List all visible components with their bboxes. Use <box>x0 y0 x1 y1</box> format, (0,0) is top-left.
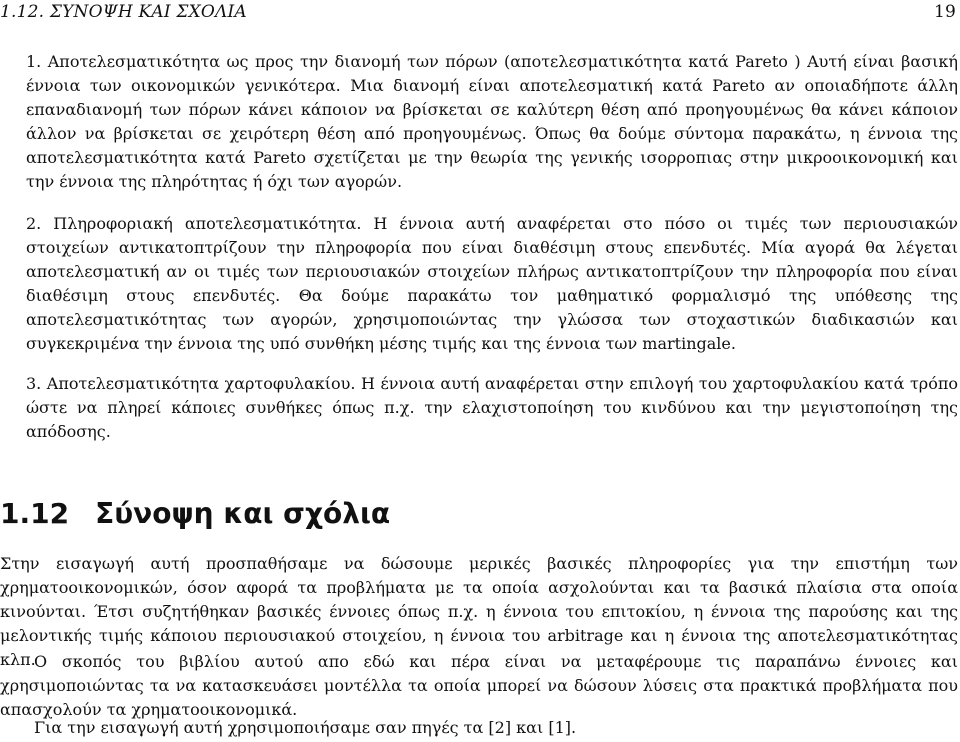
section-number: 1.12 <box>0 497 70 530</box>
summary-paragraph: Στην εισαγωγή αυτή προσπαθήσαμε να δώσουμε μερικές βασικές πληροφορίες για την επιστήμη των χρηματοοικονομικών, όσον αφορά τα προβλήματα με τα οποία ασχολούνται και τα βασικά πλαίσια στα οποία κινούνται. Έτσι συζητήθηκαν βασικές έννοιες όπως π.χ. η έννοια του επιτοκίου, η έννοια της παρούσης και της μελοντικής τιμής κάποιου περιουσιακού στοιχείου, η έννοια του arbitrage και η έννοια της αποτελεσματικότητας κλπ. <box>0 554 958 669</box>
list-item-number: 3. <box>26 374 47 393</box>
page-number: 19 <box>933 2 956 22</box>
list-item <box>26 212 958 356</box>
sources-paragraph: Για την εισαγωγή αυτή χρησιμοποιήσαμε σαν πηγές τα [2] και [1]. <box>34 718 577 737</box>
list-item-number: 1. <box>26 52 48 71</box>
list-item-text: Αποτελεσματικότητα χαρτοφυλακίου. Η έννοια αυτή αναφέρεται στην επιλογή του χαρτοφυλακίου κατά τρόπο ώστε να πληρεί κάποιες συνθήκες όπως π.χ. την ελαχιστοποίηση του κινδύνου και την μεγιστοποίηση της απόδοσης. <box>26 374 958 441</box>
section-title: Σύνοψη και σχόλια <box>95 497 391 530</box>
list-item-number: 2. <box>26 214 54 233</box>
list-item <box>26 372 958 444</box>
list-item-text: Αποτελεσματικότητα ως προς την διανομή των πόρων (αποτελεσματικότητα κατά Pareto ) Αυτή είναι βασική έννοια των οικονομικών γενικότερα. Μια διανομή είναι αποτελεσματική κατά Pareto αν οποιαδήποτε άλλη επαναδιανομή των πόρων κάνει κάποιον να βρίσκεται σε καλύτερη θέση από προηγουμένως θα κάνει κάποιον άλλον να βρίσκεται σε χειρότερη θέση από προηγουμένως. Όπως θα δούμε σύντομα παρακάτω, η έννοια της αποτελεσματικότητα κατά Pareto σχετίζεται με την θεωρία της γενικής ισορροπιας στην μικροοικονομική και την έννοια της πληρότητας ή όχι των αγορών. <box>26 52 958 191</box>
list-item <box>26 50 958 194</box>
list-item-text: Πληροφοριακή αποτελεσματικότητα. Η έννοια αυτή αναφέρεται στο πόσο οι τιμές των περιουσιακών στοιχείων αντικατοπτρίζουν την πληροφορία που είναι διαθέσιμη στους επενδυτές. Μία αγορά θα λέγεται αποτελεσματική αν οι τιμές των περιουσιακών στοιχείων πλήρως αντικατοπτρίζουν την πληροφορία που είναι διαθέσιμη στους επενδυτές. Θα δούμε παρακάτω τον μαθηματικό φορμαλισμό της υπόθεσης της αποτελεσματικότητας των αγορών, χρησιμοποιώντας την γλώσσα των στοχαστικών διαδικασιών και συγκεκριμένα την έννοια της υπό συνθήκη μέσης τιμής και της έννοια των martingale. <box>26 214 959 353</box>
summary-paragraph: Ο σκοπός του βιβλίου αυτού απο εδώ και πέρα είναι να μεταφέρουμε τις παραπάνω έννοιες και χρησιμοποιώντας τα να κατασκευάσει μοντέλλα τα οποία μπορεί να δώσουν λύσεις στα πρακτικά προβλήματα που απασχολούν τα χρηματοοικονομικά. <box>0 652 958 719</box>
section-heading <box>0 496 958 532</box>
running-head-title: 1.12. ΣΥΝΟΨΗ ΚΑΙ ΣΧΟΛΙΑ <box>0 2 247 22</box>
running-head <box>0 2 958 26</box>
